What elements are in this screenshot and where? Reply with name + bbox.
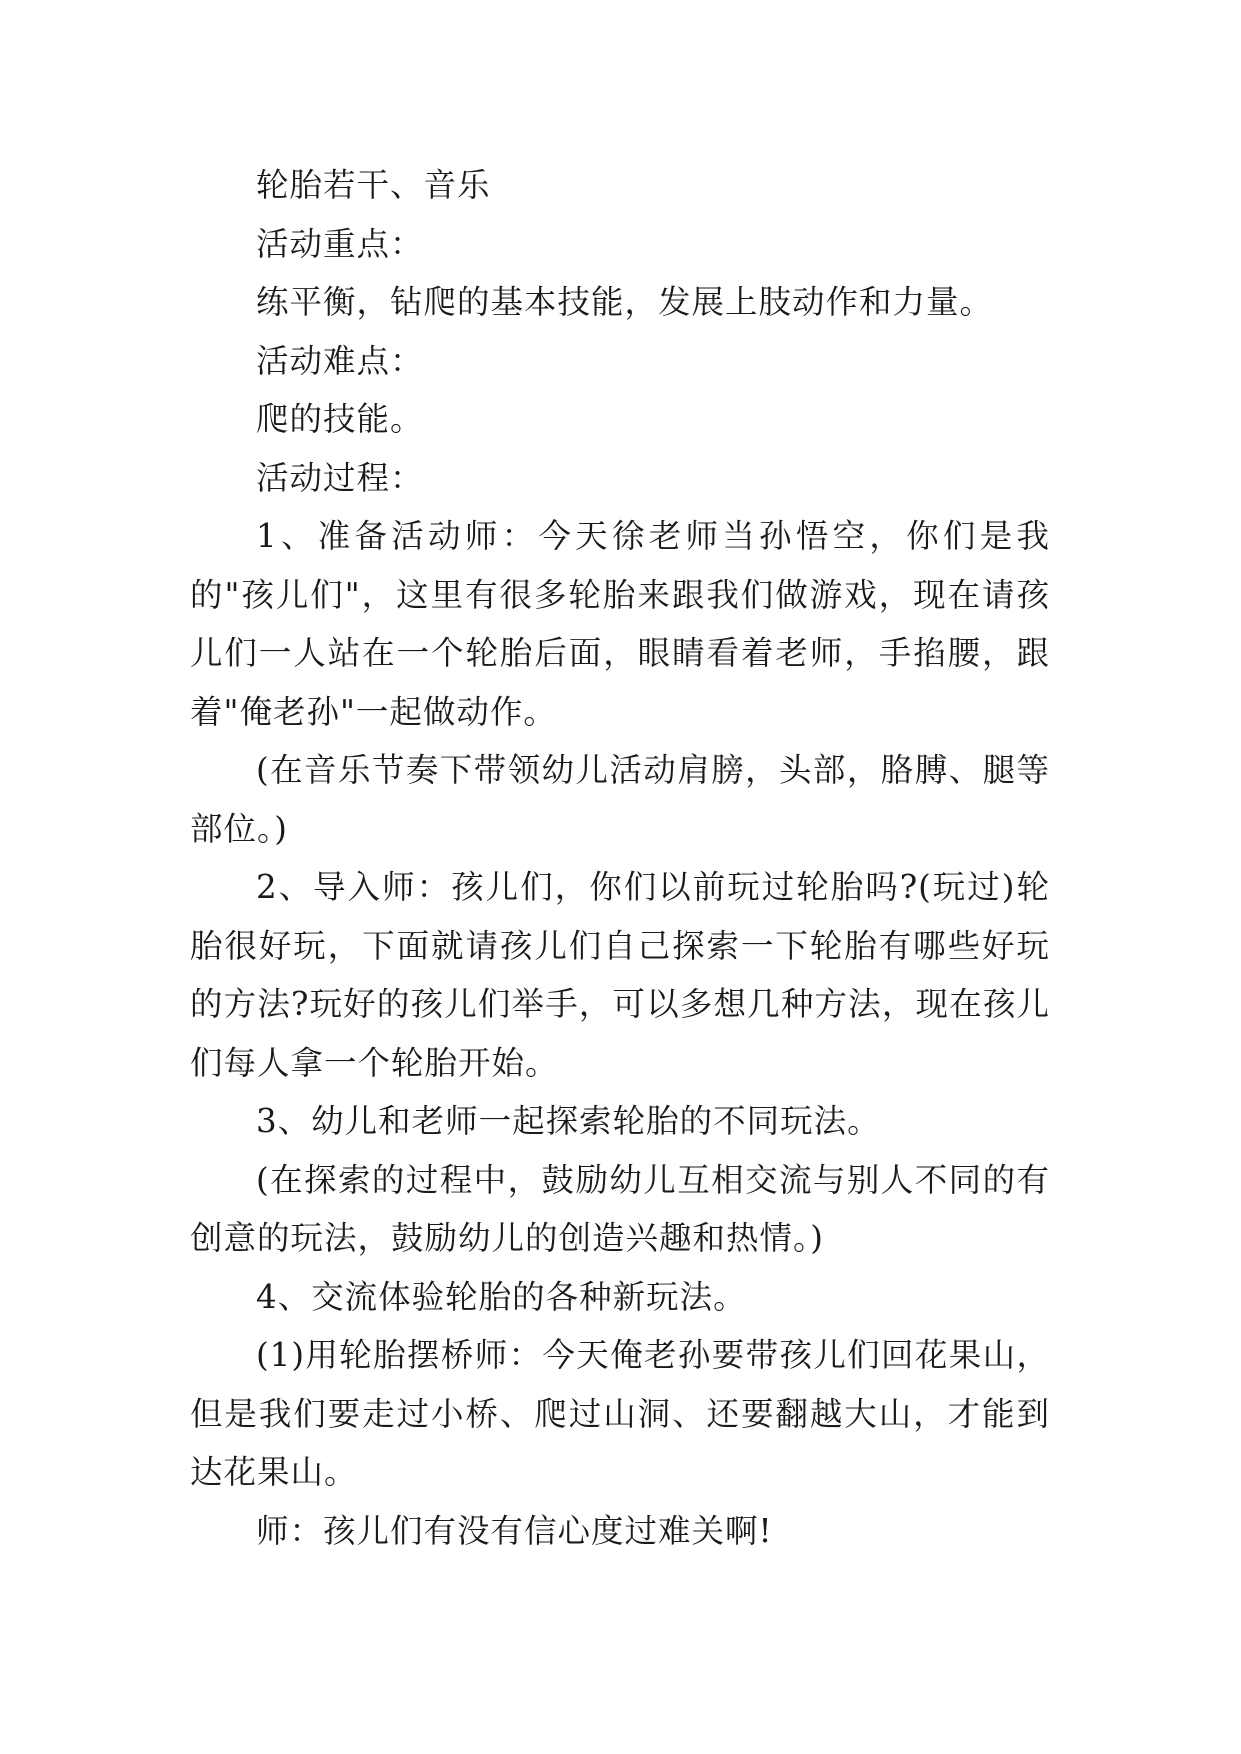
heading-difficulties: 活动难点： (256, 341, 424, 380)
paragraph-step-3: 3、幼儿和老师一起探索轮胎的不同玩法。 (256, 1102, 881, 1140)
paragraph-step-1: 1、准备活动师：今天徐老师当孙悟空，你们是我的"孩儿们"，这里有很多轮胎来跟我们做游戏，现在请孩儿们一人站在一个轮胎后面，眼睛看着老师，手掐腰，跟着"俺老孙"一起做动作。 (190, 517, 1050, 731)
paragraph-step-4: 4、交流体验轮胎的各种新玩法。 (256, 1277, 747, 1316)
paragraph-step-4-1: (1)用轮胎摆桥师：今天俺老孙要带孩儿们回花果山，但是我们要走过小桥、爬过山洞、还要翻越大山，才能到达花果山。 (190, 1336, 1050, 1491)
paragraph-teacher-line: 师：孩儿们有没有信心度过难关啊! (256, 1511, 773, 1550)
heading-process: 活动过程： (256, 458, 424, 497)
paragraph-step-3-note: (在探索的过程中，鼓励幼儿互相交流与别人不同的有创意的玩法，鼓励幼儿的创造兴趣和热情。) (190, 1160, 1050, 1257)
paragraph-step-2: 2、导入师：孩儿们，你们以前玩过轮胎吗?(玩过)轮胎很好玩，下面就请孩儿们自己探索一下轮胎有哪些好玩的方法?玩好的孩儿们举手，可以多想几种方法，现在孩儿们每人拿一个轮胎开始。 (190, 868, 1050, 1082)
heading-key-points: 活动重点： (256, 224, 424, 263)
paragraph-key-points: 练平衡，钻爬的基本技能，发展上肢动作和力量。 (256, 283, 994, 321)
paragraph-step-1-note: (在音乐节奏下带领幼儿活动肩膀，头部，胳膊、腿等部位。) (190, 751, 1050, 848)
document-body (190, 156, 1050, 1560)
paragraph-materials: 轮胎若干、音乐 (256, 166, 491, 204)
paragraph-difficulties: 爬的技能。 (256, 400, 424, 438)
